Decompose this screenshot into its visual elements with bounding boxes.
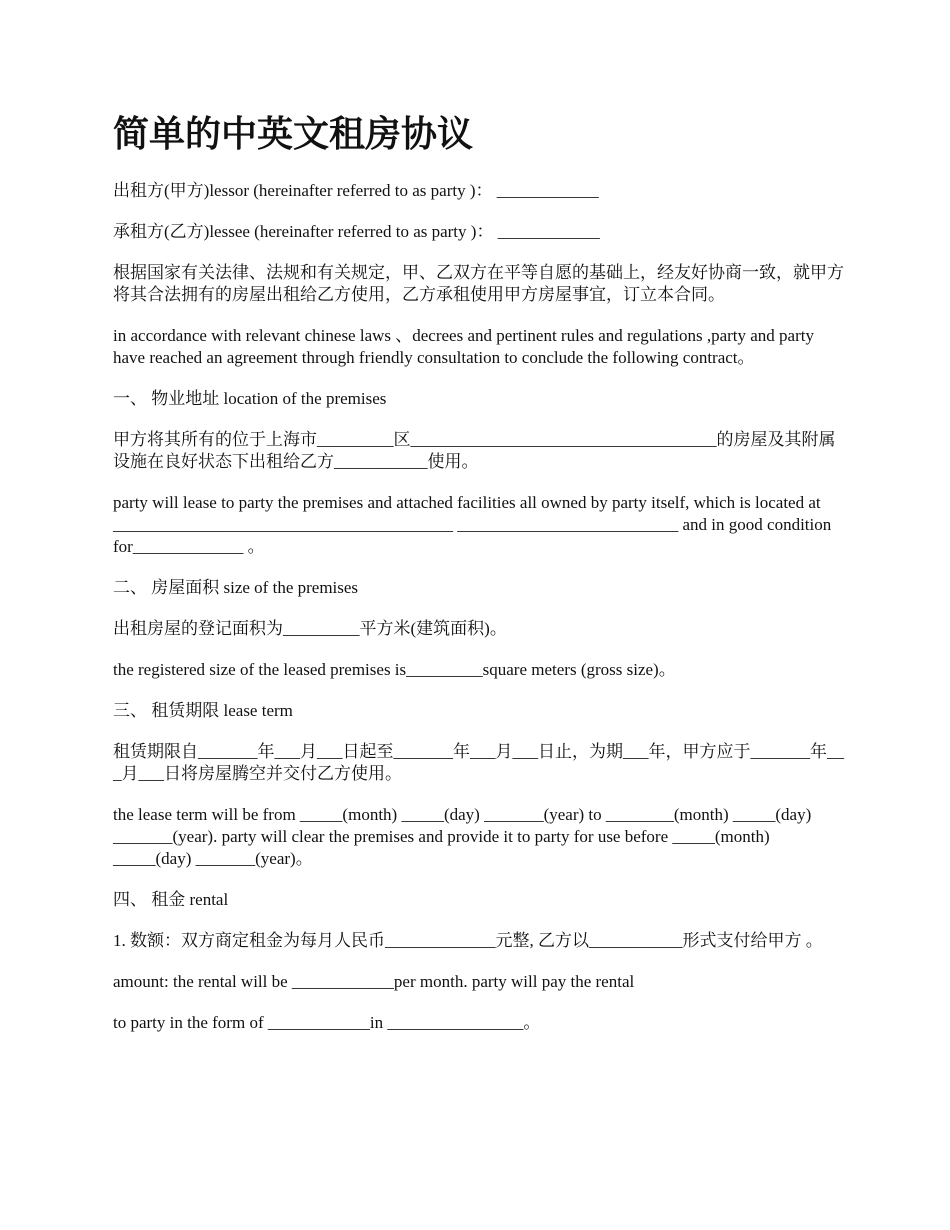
preamble-zh: 根据国家有关法律、法规和有关规定，甲、乙双方在平等自愿的基础上，经友好协商一致，就甲方将其合法拥有的房屋出租给乙方使用，乙方承租使用甲方房屋事宜，订立本合同。 bbox=[113, 263, 844, 304]
rental-amount-en: amount: the rental will be ____________per month. party will pay the rental bbox=[113, 972, 635, 991]
document-title: 简单的中英文租房协议 bbox=[113, 114, 474, 155]
term-en: the lease term will be from _____(month) _____(day) _______(year) to ________(month) _____(day) _______(year). party will clear the premises and provide it to party for use before _____(month) _____(day) _______(year)。 bbox=[113, 805, 816, 868]
location-zh: 甲方将其所有的位于上海市_________区____________________________________的房屋及其附属设施在良好状态下出租给乙方___________使用。 bbox=[113, 430, 836, 471]
section-heading-term: 三、 租赁期限 lease term bbox=[113, 701, 293, 720]
section-heading-location: 一、 物业地址 location of the premises bbox=[113, 389, 387, 408]
section-heading-size: 二、 房屋面积 size of the premises bbox=[113, 578, 359, 597]
rental-amount-zh: 1. 数额：双方商定租金为每月人民币_____________元整, 乙方以___________形式支付给甲方 。 bbox=[113, 931, 823, 950]
location-en: party will lease to party the premises and attached facilities all owned by party itself, which is located at ________________________________________ __________________________ and in good condition for_____________ 。 bbox=[113, 493, 836, 556]
rental-payment-form-en: to party in the form of ____________in ________________。 bbox=[113, 1013, 541, 1032]
size-en: the registered size of the leased premises is_________square meters (gross size)。 bbox=[113, 660, 676, 679]
size-zh: 出租房屋的登记面积为_________平方米(建筑面积)。 bbox=[113, 619, 507, 638]
clause-lessor: 出租方(甲方)lessor (hereinafter referred to as party )： ____________ bbox=[113, 181, 599, 200]
clause-lessee: 承租方(乙方)lessee (hereinafter referred to as party )： ____________ bbox=[113, 222, 600, 241]
preamble-en: in accordance with relevant chinese laws 、decrees and pertinent rules and regulations ,party and party have reached an agreement through friendly consultation to conclude the following contract。 bbox=[113, 326, 819, 367]
section-heading-rental: 四、 租金 rental bbox=[113, 890, 229, 909]
term-zh: 租赁期限自_______年___月___日起至_______年___月___日止，为期___年，甲方应于_______年___月___日将房屋腾空并交付乙方使用。 bbox=[113, 742, 844, 783]
document-page bbox=[113, 108, 848, 1053]
